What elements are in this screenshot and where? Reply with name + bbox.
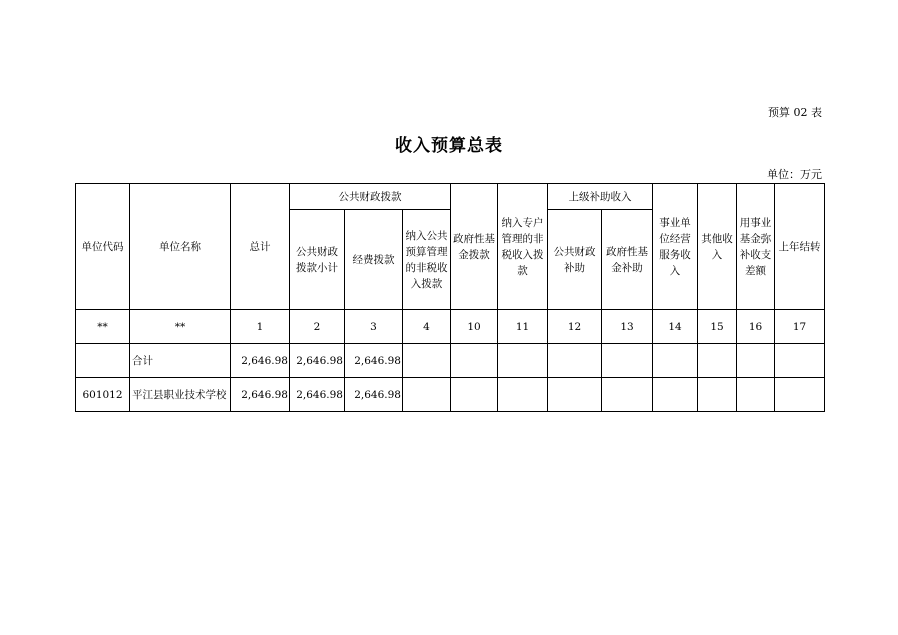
header-fund-balance: 用事业基金弥补收支差额 xyxy=(737,184,775,310)
index-cell: 4 xyxy=(403,310,451,344)
unit-code-cell xyxy=(76,344,130,378)
index-cell: ** xyxy=(130,310,231,344)
funding-cell: 2,646.98 xyxy=(345,378,403,412)
index-cell: 1 xyxy=(231,310,290,344)
page-title: 收入预算总表 xyxy=(395,136,503,156)
total-cell: 2,646.98 xyxy=(231,378,290,412)
header-gov-fund: 政府性基金拨款 xyxy=(451,184,498,310)
budget-table xyxy=(75,183,825,412)
unit-code-cell: 601012 xyxy=(76,378,130,412)
index-cell: 11 xyxy=(498,310,548,344)
index-cell: 15 xyxy=(698,310,737,344)
unit-label: 单位：万元 xyxy=(767,168,822,181)
header-gov-fund-subsidy: 政府性基金补助 xyxy=(602,210,653,310)
unit-name-cell: 合计 xyxy=(130,344,231,378)
header-public-finance-subsidy: 公共财政补助 xyxy=(548,210,602,310)
header-other-income: 其他收入 xyxy=(698,184,737,310)
index-cell: 10 xyxy=(451,310,498,344)
index-cell: 17 xyxy=(775,310,825,344)
funding-cell: 2,646.98 xyxy=(345,344,403,378)
header-nontax-special: 纳入专户管理的非税收入拨款 xyxy=(498,184,548,310)
subtotal-cell: 2,646.98 xyxy=(290,344,345,378)
header-public-finance-subtotal: 公共财政拨款小计 xyxy=(290,210,345,310)
subtotal-cell: 2,646.98 xyxy=(290,378,345,412)
header-carryover: 上年结转 xyxy=(775,184,825,310)
header-unit-code: 单位代码 xyxy=(76,184,130,310)
header-total: 总计 xyxy=(231,184,290,310)
index-cell: 13 xyxy=(602,310,653,344)
header-business-income: 事业单位经营服务收入 xyxy=(653,184,698,310)
index-cell: 14 xyxy=(653,310,698,344)
header-superior-subsidy: 上级补助收入 xyxy=(548,184,653,210)
table-row xyxy=(76,344,825,378)
index-cell: 2 xyxy=(290,310,345,344)
table-row xyxy=(76,378,825,412)
index-cell: 3 xyxy=(345,310,403,344)
index-row xyxy=(76,310,825,344)
unit-name-cell: 平江县职业技术学校 xyxy=(130,378,231,412)
total-cell: 2,646.98 xyxy=(231,344,290,378)
header-public-finance: 公共财政拨款 xyxy=(290,184,451,210)
header-nontax-budget: 纳入公共预算管理的非税收入拨款 xyxy=(403,210,451,310)
index-cell: 12 xyxy=(548,310,602,344)
index-cell: 16 xyxy=(737,310,775,344)
index-cell: ** xyxy=(76,310,130,344)
header-unit-name: 单位名称 xyxy=(130,184,231,310)
header-funding: 经费拨款 xyxy=(345,210,403,310)
form-number: 预算 02 表 xyxy=(768,106,822,119)
